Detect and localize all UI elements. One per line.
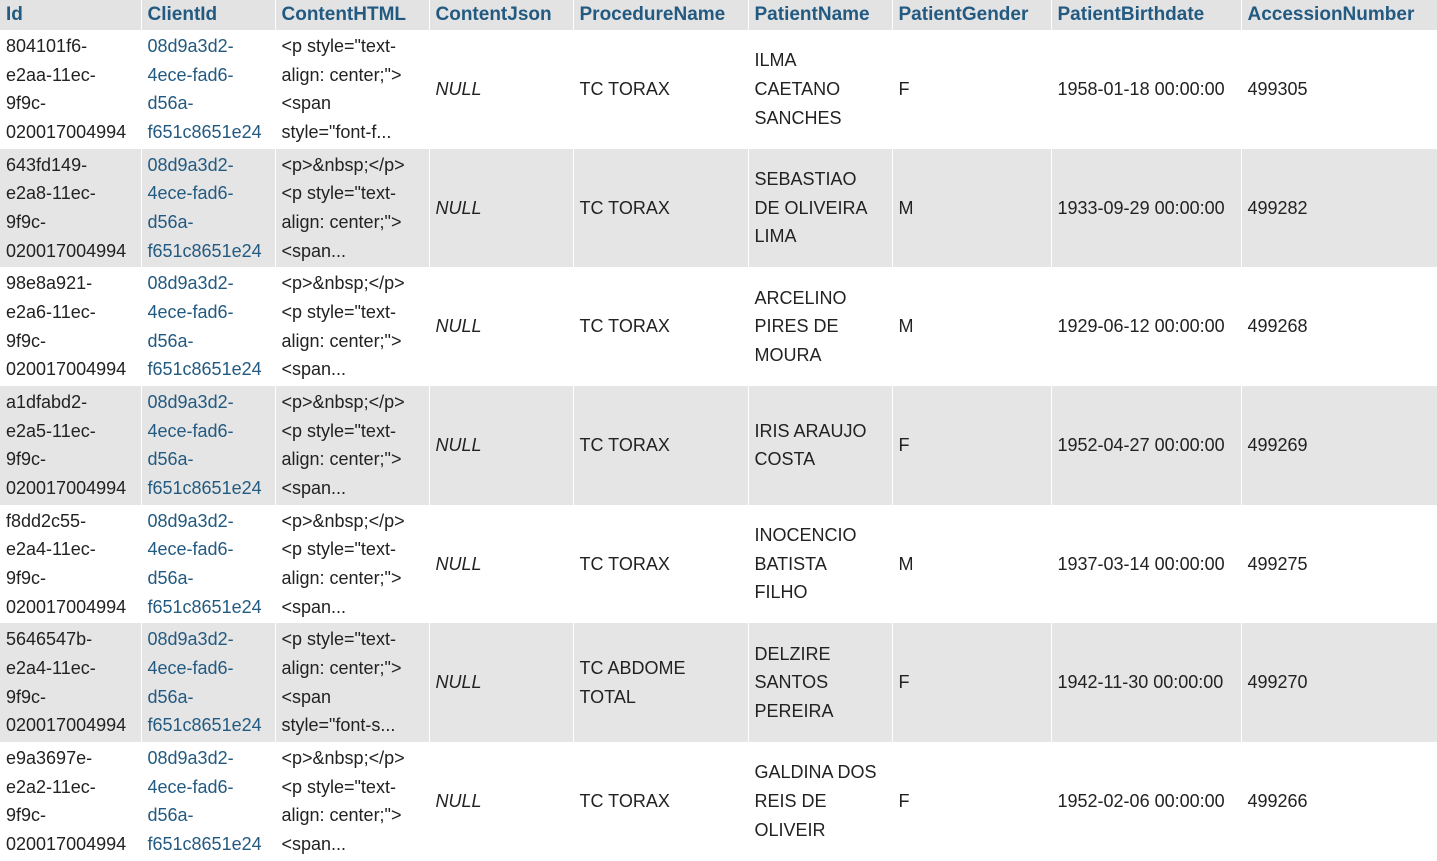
cell-content-html (275, 30, 429, 149)
cell-id-line: 020017004994 (6, 122, 127, 143)
cell-client-id-link-line: f651c8651e24 (147, 122, 262, 143)
cell-id (0, 386, 141, 505)
cell-patient-gender: M (898, 553, 914, 574)
cell-content-json: NULL (435, 791, 482, 812)
cell-content-html (275, 386, 429, 505)
cell-patient-name-line: ILMA (754, 50, 797, 71)
cell-client-id-link[interactable] (141, 386, 275, 505)
cell-patient-name-line: COSTA (754, 449, 816, 470)
cell-id-line: 9f9c- (6, 212, 47, 233)
cell-content-html-line: <p>&nbsp;</p> (281, 748, 405, 769)
cell-procedure-name-line: TC TORAX (579, 197, 670, 218)
cell-content-html-line: align: center;"> (281, 449, 402, 470)
cell-id-line: e2a4-11ec- (6, 539, 96, 560)
cell-patient-gender: M (898, 197, 914, 218)
cell-content-html-line: align: center;"> (281, 805, 402, 826)
cell-content-html (275, 505, 429, 624)
cell-id-line: e2a5-11ec- (6, 420, 96, 441)
cell-content-html-line: <span (281, 93, 332, 114)
cell-id-line: 5646547b- (6, 629, 93, 650)
cell-procedure-name-line: TC TORAX (579, 78, 670, 99)
cell-content-html-line: align: center;"> (281, 330, 402, 351)
cell-content-html-line: align: center;"> (281, 64, 402, 85)
column-header-patientname[interactable]: PatientName (748, 0, 892, 30)
cell-patient-name-line: SANTOS (754, 672, 829, 693)
cell-id-line: 020017004994 (6, 834, 127, 855)
cell-content-html-line: <p style="text- (281, 302, 396, 323)
cell-accession-number: 499268 (1247, 316, 1308, 337)
cell-procedure-name (573, 623, 748, 742)
cell-procedure-name-line: TC TORAX (579, 553, 670, 574)
cell-patient-name (748, 149, 892, 268)
cell-patient-gender: F (898, 791, 910, 812)
cell-client-id-link-line: 4ece-fad6- (147, 776, 234, 797)
table-row[interactable] (0, 742, 1437, 861)
cell-content-json: NULL (435, 672, 482, 693)
cell-id-line: 9f9c- (6, 449, 47, 470)
column-header-id[interactable]: Id (0, 0, 141, 30)
cell-accession-number: 499266 (1247, 791, 1308, 812)
cell-client-id-link-line: f651c8651e24 (147, 359, 262, 380)
cell-patient-gender: F (898, 78, 910, 99)
cell-client-id-link-line: d56a- (147, 212, 194, 233)
cell-patient-name-line: GALDINA DOS (754, 762, 877, 783)
cell-id-line: 9f9c- (6, 686, 47, 707)
cell-content-html-line: <span... (281, 596, 347, 617)
cell-client-id-link-line: f651c8651e24 (147, 596, 262, 617)
cell-patient-name-line: LIMA (754, 226, 797, 247)
cell-id-line: 020017004994 (6, 240, 127, 261)
table-row[interactable] (0, 505, 1437, 624)
cell-accession-number: 499282 (1247, 197, 1308, 218)
cell-patient-name-line: DE OLIVEIRA (754, 197, 868, 218)
cell-accession-number: 499269 (1247, 435, 1308, 456)
cell-content-html-line: <span... (281, 478, 347, 499)
cell-procedure-name-line: TC TORAX (579, 435, 670, 456)
cell-id-line: 9f9c- (6, 568, 47, 589)
cell-client-id-link-line: 4ece-fad6- (147, 658, 234, 679)
table-row[interactable] (0, 149, 1437, 268)
cell-patient-birthdate: 1952-02-06 00:00:00 (1057, 791, 1225, 812)
cell-id-line: 9f9c- (6, 93, 47, 114)
cell-patient-name (748, 623, 892, 742)
cell-id (0, 742, 141, 861)
column-header-accessionnumber[interactable]: AccessionNumber (1241, 0, 1437, 30)
cell-patient-name-line: SEBASTIAO (754, 168, 857, 189)
cell-client-id-link-line: 08d9a3d2- (147, 510, 234, 531)
cell-id-line: 643fd149- (6, 154, 88, 175)
cell-id-line: 9f9c- (6, 805, 47, 826)
cell-content-html-line: <p style="text- (281, 35, 396, 56)
cell-id-line: e9a3697e- (6, 748, 93, 769)
column-header-procedurename[interactable]: ProcedureName (573, 0, 748, 30)
cell-client-id-link-line: 08d9a3d2- (147, 748, 234, 769)
cell-patient-name (748, 505, 892, 624)
cell-content-html-line: <p>&nbsp;</p> (281, 510, 405, 531)
cell-client-id-link-line: d56a- (147, 686, 194, 707)
cell-patient-name (748, 742, 892, 861)
cell-patient-birthdate: 1942-11-30 00:00:00 (1057, 672, 1224, 693)
cell-content-html-line: <p>&nbsp;</p> (281, 154, 405, 175)
cell-patient-birthdate: 1952-04-27 00:00:00 (1057, 435, 1225, 456)
cell-client-id-link[interactable] (141, 267, 275, 386)
cell-client-id-link-line: 08d9a3d2- (147, 154, 234, 175)
cell-id-line: e2a8-11ec- (6, 183, 96, 204)
cell-content-html-line: style="font-s... (281, 715, 396, 736)
cell-content-html-line: <span (281, 686, 332, 707)
cell-content-html (275, 742, 429, 861)
cell-client-id-link-line: 08d9a3d2- (147, 35, 234, 56)
cell-id-line: f8dd2c55- (6, 510, 87, 531)
cell-procedure-name-line: TOTAL (579, 686, 636, 707)
cell-client-id-link-line: d56a- (147, 449, 194, 470)
cell-procedure-name (573, 267, 748, 386)
cell-client-id-link-line: f651c8651e24 (147, 715, 262, 736)
cell-client-id-link-line: d56a- (147, 330, 194, 351)
cell-client-id-link-line: d56a- (147, 805, 194, 826)
cell-id-line: 020017004994 (6, 596, 127, 617)
cell-client-id-link-line: d56a- (147, 93, 194, 114)
cell-accession-number: 499270 (1247, 672, 1308, 693)
cell-id (0, 149, 141, 268)
cell-procedure-name (573, 386, 748, 505)
cell-client-id-link-line: 4ece-fad6- (147, 183, 234, 204)
cell-client-id-link-line: f651c8651e24 (147, 478, 262, 499)
cell-content-html (275, 149, 429, 268)
cell-procedure-name (573, 505, 748, 624)
cell-content-html-line: <span... (281, 834, 347, 855)
cell-procedure-name-line: TC TORAX (579, 791, 670, 812)
cell-patient-name-line: DELZIRE (754, 643, 831, 664)
column-header-contenthtml[interactable]: ContentHTML (275, 0, 429, 30)
cell-patient-name-line: PEREIRA (754, 701, 834, 722)
cell-procedure-name-line: TC TORAX (579, 316, 670, 337)
cell-content-html-line: <p>&nbsp;</p> (281, 392, 405, 412)
cell-patient-name-line: BATISTA (754, 553, 827, 574)
cell-client-id-link-line: 08d9a3d2- (147, 273, 234, 294)
cell-patient-name-line: FILHO (754, 582, 808, 603)
column-header-patientgender[interactable]: PatientGender (892, 0, 1051, 30)
cell-patient-birthdate: 1933-09-29 00:00:00 (1057, 197, 1225, 218)
cell-client-id-link[interactable] (141, 30, 275, 149)
cell-content-html-line: style="font-f... (281, 122, 392, 143)
cell-patient-name (748, 386, 892, 505)
table-body (0, 30, 1437, 861)
cell-patient-name-line: REIS DE (754, 791, 827, 812)
cell-patient-name (748, 267, 892, 386)
cell-id-line: a1dfabd2- (6, 392, 88, 412)
cell-client-id-link-line: f651c8651e24 (147, 834, 262, 855)
cell-content-html-line: align: center;"> (281, 568, 402, 589)
cell-patient-name-line: ARCELINO (754, 287, 847, 308)
cell-client-id-link-line: 4ece-fad6- (147, 539, 234, 560)
cell-patient-name (748, 30, 892, 149)
cell-content-html-line: <p style="text- (281, 629, 396, 650)
table-row[interactable] (0, 267, 1437, 386)
cell-accession-number: 499305 (1247, 78, 1308, 99)
cell-id (0, 267, 141, 386)
cell-content-html-line: <p style="text- (281, 539, 396, 560)
cell-procedure-name (573, 149, 748, 268)
cell-content-html-line: align: center;"> (281, 212, 402, 233)
cell-patient-name-line: OLIVEIR (754, 819, 826, 840)
cell-id-line: 020017004994 (6, 359, 127, 380)
cell-client-id-link[interactable] (141, 505, 275, 624)
cell-id-line: e2aa-11ec- (6, 64, 96, 85)
cell-content-html-line: <p style="text- (281, 420, 396, 441)
cell-patient-gender: F (898, 435, 910, 456)
cell-client-id-link-line: 08d9a3d2- (147, 392, 234, 412)
cell-id (0, 505, 141, 624)
column-header-patientbirthdate[interactable]: PatientBirthdate (1051, 0, 1241, 30)
cell-content-html-line: <p>&nbsp;</p> (281, 273, 405, 294)
column-header-contentjson[interactable]: ContentJson (429, 0, 573, 30)
cell-client-id-link-line: d56a- (147, 568, 194, 589)
cell-content-json: NULL (435, 435, 482, 456)
cell-procedure-name (573, 30, 748, 149)
cell-client-id-link[interactable] (141, 623, 275, 742)
table-row[interactable] (0, 386, 1437, 505)
cell-patient-birthdate: 1958-01-18 00:00:00 (1057, 78, 1225, 99)
cell-accession-number: 499275 (1247, 553, 1308, 574)
cell-client-id-link[interactable] (141, 149, 275, 268)
cell-patient-gender: F (898, 672, 910, 693)
cell-patient-name-line: MOURA (754, 345, 822, 366)
cell-content-html (275, 267, 429, 386)
cell-content-html-line: <p style="text- (281, 183, 396, 204)
cell-patient-name-line: SANCHES (754, 107, 842, 128)
cell-content-json: NULL (435, 78, 482, 99)
cell-content-json: NULL (435, 553, 482, 574)
cell-client-id-link[interactable] (141, 742, 275, 861)
cell-id (0, 623, 141, 742)
cell-content-html-line: align: center;"> (281, 658, 402, 679)
cell-id-line: e2a4-11ec- (6, 658, 96, 679)
cell-patient-name-line: PIRES DE (754, 316, 839, 337)
column-header-clientid[interactable]: ClientId (141, 0, 275, 30)
cell-client-id-link-line: 08d9a3d2- (147, 629, 234, 650)
cell-patient-name-line: CAETANO (754, 78, 841, 99)
cell-id-line: 020017004994 (6, 715, 127, 736)
cell-id-line: 804101f6- (6, 35, 88, 56)
cell-patient-birthdate: 1937-03-14 00:00:00 (1057, 553, 1225, 574)
cell-content-json: NULL (435, 316, 482, 337)
cell-patient-name-line: IRIS ARAUJO (754, 420, 867, 441)
cell-patient-gender: M (898, 316, 914, 337)
cell-content-json: NULL (435, 197, 482, 218)
cell-content-html-line: <p style="text- (281, 776, 396, 797)
cell-id (0, 30, 141, 149)
cell-id-line: 9f9c- (6, 330, 47, 351)
cell-id-line: e2a2-11ec- (6, 776, 96, 797)
cell-patient-name-line: INOCENCIO (754, 525, 857, 546)
cell-content-html (275, 623, 429, 742)
cell-procedure-name-line: TC ABDOME (579, 658, 686, 679)
table-row[interactable] (0, 30, 1437, 149)
cell-client-id-link-line: 4ece-fad6- (147, 64, 234, 85)
cell-content-html-line: <span... (281, 240, 347, 261)
cell-id-line: 98e8a921- (6, 273, 93, 294)
header-row (0, 0, 1437, 30)
cell-id-line: e2a6-11ec- (6, 302, 96, 323)
cell-procedure-name (573, 742, 748, 861)
cell-id-line: 020017004994 (6, 478, 127, 499)
cell-patient-birthdate: 1929-06-12 00:00:00 (1057, 316, 1225, 337)
cell-content-html-line: <span... (281, 359, 347, 380)
cell-client-id-link-line: 4ece-fad6- (147, 420, 234, 441)
table-row[interactable] (0, 623, 1437, 742)
cell-client-id-link-line: f651c8651e24 (147, 240, 262, 261)
cell-client-id-link-line: 4ece-fad6- (147, 302, 234, 323)
